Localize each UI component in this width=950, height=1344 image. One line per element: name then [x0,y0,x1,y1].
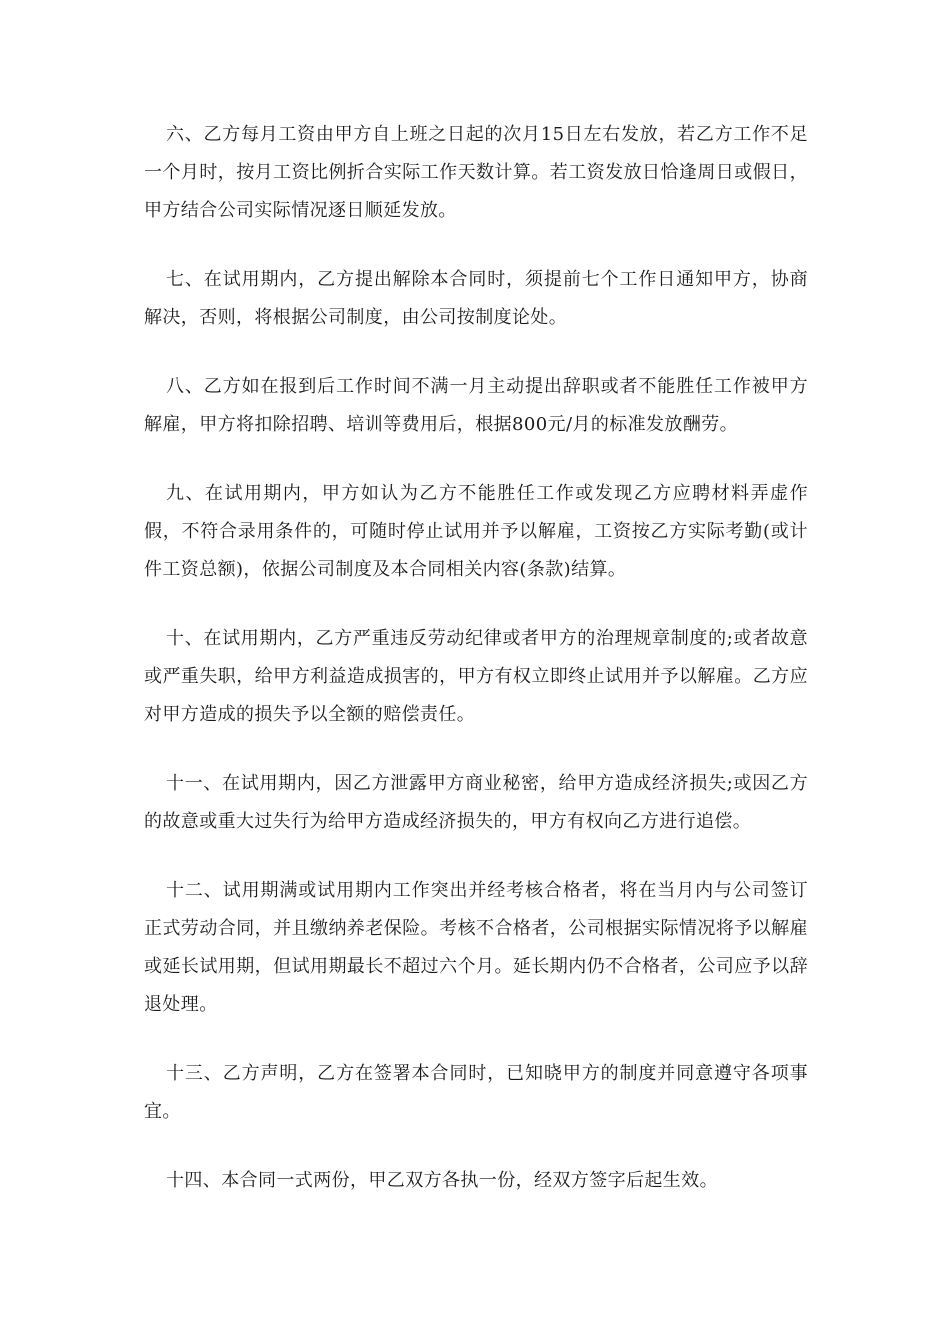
clause-10: 十、在试用期内，乙方严重违反劳动纪律或者甲方的治理规章制度的;或者故意或严重失职，给甲方利益造成损害的，甲方有权立即终止试用并予以解雇。乙方应对甲方造成的损失予以全额的赔偿责任。 [144,628,808,725]
clause-7: 七、在试用期内，乙方提出解除本合同时，须提前七个工作日通知甲方，协商解决，否则，将根据公司制度，由公司按制度论处。 [144,269,808,328]
clause-9: 九、在试用期内，甲方如认为乙方不能胜任工作或发现乙方应聘材料弄虚作假，不符合录用条件的，可随时停止试用并予以解雇，工资按乙方实际考勤(或计件工资总额)，依据公司制度及本合同相关内容(条款)结算。 [144,483,808,580]
clause-14: 十四、本合同一式两份，甲乙双方各执一份，经双方签字后起生效。 [166,1170,718,1191]
clause-13: 十三、乙方声明，乙方在签署本合同时，已知晓甲方的制度并同意遵守各项事宜。 [144,1063,808,1122]
clause-11: 十一、在试用期内，因乙方泄露甲方商业秘密，给甲方造成经济损失;或因乙方的故意或重大过失行为给甲方造成经济损失的，甲方有权向乙方进行追偿。 [144,773,808,832]
clause-6: 六、乙方每月工资由甲方自上班之日起的次月15日左右发放，若乙方工作不足一个月时，按月工资比例折合实际工作天数计算。若工资发放日恰逢周日或假日，甲方结合公司实际情况逐日顺延发放。 [144,124,808,221]
clause-12: 十二、试用期满或试用期内工作突出并经考核合格者，将在当月内与公司签订正式劳动合同，并且缴纳养老保险。考核不合格者，公司根据实际情况将予以解雇或延长试用期，但试用期最长不超过六个月。延长期内仍不合格者，公司应予以辞退处理。 [144,880,808,1015]
clause-8: 八、乙方如在报到后工作时间不满一月主动提出辞职或者不能胜任工作被甲方解雇，甲方将扣除招聘、培训等费用后，根据800元/月的标准发放酬劳。 [144,376,808,435]
document-body [144,116,808,1231]
